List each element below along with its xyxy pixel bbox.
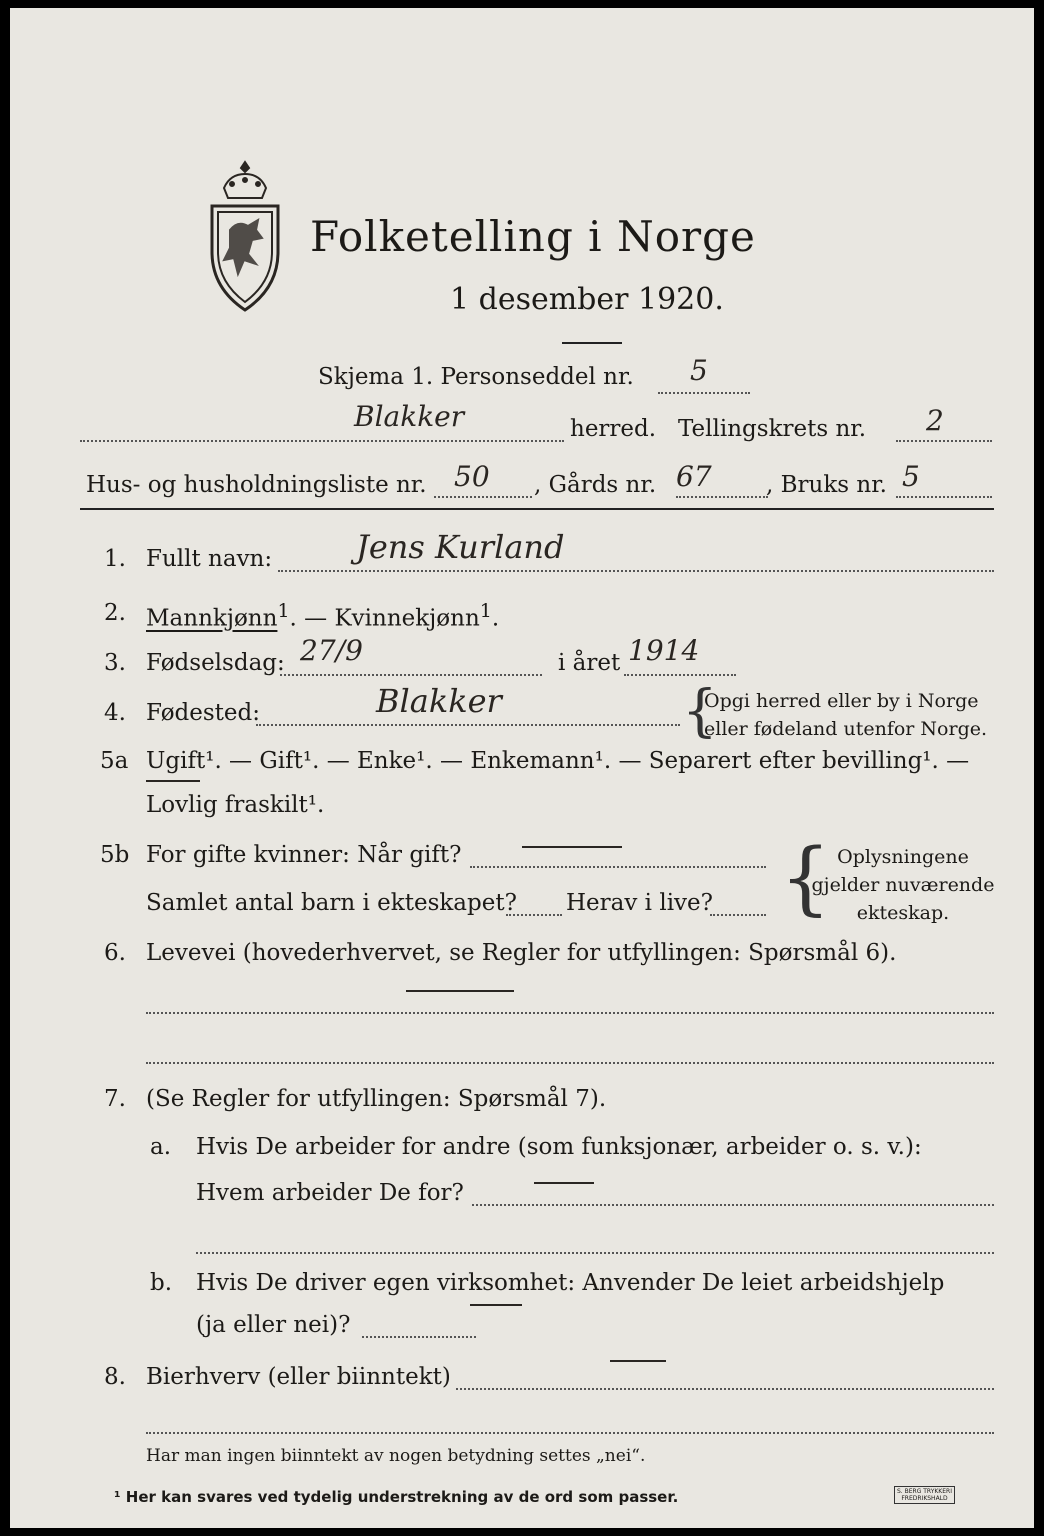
full-name-value[interactable]: Jens Kurland	[356, 528, 565, 566]
q5b-label-when-married: For gifte kvinner: Når gift?	[146, 842, 462, 868]
q5b-brace: {	[780, 831, 831, 924]
q8-field-line-2	[146, 1432, 994, 1434]
birth-year-value[interactable]: 1914	[628, 634, 700, 667]
q7-label: (Se Regler for utfyllingen: Spørsmål 7).	[146, 1086, 607, 1112]
q5b-when-dash	[522, 846, 622, 848]
bruks-nr-value[interactable]: 5	[902, 460, 920, 493]
personseddel-nr-value[interactable]: 5	[690, 354, 708, 387]
q6-dash	[406, 990, 514, 992]
q8-field-line-1	[456, 1388, 994, 1390]
form-date: 1 desember 1920.	[450, 282, 724, 317]
skjema-label: Skjema 1. Personseddel nr.	[318, 364, 634, 390]
herred-name-value[interactable]: Blakker	[354, 400, 465, 433]
marital-status-options[interactable]: Ugift¹. — Gift¹. — Enke¹. — Enkemann¹. — Separert efter bevilling¹. —	[146, 748, 970, 774]
tellingskrets-field-line	[896, 440, 992, 442]
q7a-line2: Hvem arbeider De for?	[196, 1180, 464, 1206]
q5b-when-field-line	[470, 866, 766, 868]
q7a-field-line-1	[472, 1204, 994, 1206]
marital-status-option-fraskilt[interactable]: Lovlig fraskilt¹.	[146, 792, 325, 818]
q7b-line1: Hvis De driver egen virksomhet: Anvender De leiet arbeidshjelp	[196, 1270, 945, 1296]
q4-note-line2: eller fødeland utenfor Norge.	[704, 718, 988, 740]
gards-field-line	[676, 496, 768, 498]
q5b-alive-field-line	[710, 914, 766, 916]
ugift-underline	[146, 780, 200, 782]
q7b-line2: (ja eller nei)?	[196, 1312, 351, 1338]
q5b-number: 5b	[100, 842, 130, 868]
hus-nr-value[interactable]: 50	[454, 460, 490, 493]
q5b-note-line3: ekteskap.	[856, 902, 950, 924]
q3-year-label: i året	[558, 650, 621, 676]
q2-number: 2.	[104, 600, 126, 626]
q5a-number: 5a	[100, 748, 129, 774]
q4-note-line1: Opgi herred eller by i Norge	[704, 690, 979, 712]
option-kvinnekjonn[interactable]: Kvinnekjønn	[334, 605, 480, 632]
personseddel-field-line	[658, 392, 750, 394]
q1-label: Fullt navn:	[146, 546, 273, 572]
header-separator	[80, 508, 994, 510]
gards-label: , Gårds nr.	[534, 472, 657, 498]
hus-field-line	[434, 496, 532, 498]
q4-brace: {	[682, 679, 718, 744]
q7-number: 7.	[104, 1086, 126, 1112]
q1-number: 1.	[104, 546, 126, 572]
bruks-label: , Bruks nr.	[766, 472, 887, 498]
biinntekt-note: Har man ingen biinntekt av nogen betydning settes „nei“.	[146, 1446, 646, 1466]
q5b-note-line1: Oplysningene	[837, 846, 969, 868]
q8-label: Bierhverv (eller biinntekt)	[146, 1364, 451, 1390]
footnote: ¹ Her kan svares ved tydelig understrekning av de ord som passer.	[114, 1488, 679, 1506]
hus-label: Hus- og husholdningsliste nr.	[86, 472, 427, 498]
q4-number: 4.	[104, 700, 126, 726]
title-divider	[562, 342, 622, 344]
herred-label: herred.	[570, 416, 657, 442]
q6-field-line-1	[146, 1012, 994, 1014]
bruks-field-line	[896, 496, 992, 498]
q8-dash	[610, 1360, 666, 1362]
q5b-children-field-line	[506, 914, 562, 916]
q7b-field-line	[362, 1336, 476, 1338]
q3-number: 3.	[104, 650, 126, 676]
q7a-dash	[534, 1182, 594, 1184]
q5b-label-alive: Herav i live?	[566, 890, 713, 916]
birth-day-value[interactable]: 27/9	[300, 634, 363, 667]
form-title: Folketelling i Norge	[310, 212, 756, 261]
coat-of-arms-icon	[202, 158, 288, 318]
q6-number: 6.	[104, 940, 126, 966]
q6-field-line-2	[146, 1062, 994, 1064]
q7a-field-line-2	[196, 1252, 994, 1254]
q5b-note-line2: gjelder nuværende	[811, 874, 995, 896]
option-mannkjonn[interactable]: Mannkjønn	[146, 605, 278, 632]
q7a-line1: Hvis De arbeider for andre (som funksjonær, arbeider o. s. v.):	[196, 1134, 922, 1160]
census-form	[10, 8, 1034, 1528]
q7b-letter: b.	[150, 1270, 173, 1296]
birthplace-value[interactable]: Blakker	[376, 682, 502, 720]
q4-label: Fødested:	[146, 700, 261, 726]
q3-label: Fødselsdag:	[146, 650, 285, 676]
q5b-label-children: Samlet antal barn i ekteskapet?	[146, 890, 517, 916]
q8-number: 8.	[104, 1364, 126, 1390]
gender-options[interactable]: Mannkjønn$^1$. — Kvinnekjønn$^1$.	[146, 600, 500, 632]
q6-label: Levevei (hovederhvervet, se Regler for utfyllingen: Spørsmål 6).	[146, 940, 897, 966]
q3-date-field-line	[280, 674, 542, 676]
q3-year-field-line	[624, 674, 736, 676]
tellingskrets-nr-value[interactable]: 2	[926, 404, 944, 437]
q4-field-line	[256, 724, 680, 726]
tellingskrets-label: Tellingskrets nr.	[678, 416, 867, 442]
printer-stamp: S. BERG TRYKKERI FREDRIKSHALD	[894, 1486, 955, 1504]
q1-field-line	[278, 570, 994, 572]
q7a-letter: a.	[150, 1134, 172, 1160]
q7b-dash	[470, 1304, 522, 1306]
herred-field-line	[80, 440, 564, 442]
gards-nr-value[interactable]: 67	[676, 460, 712, 493]
